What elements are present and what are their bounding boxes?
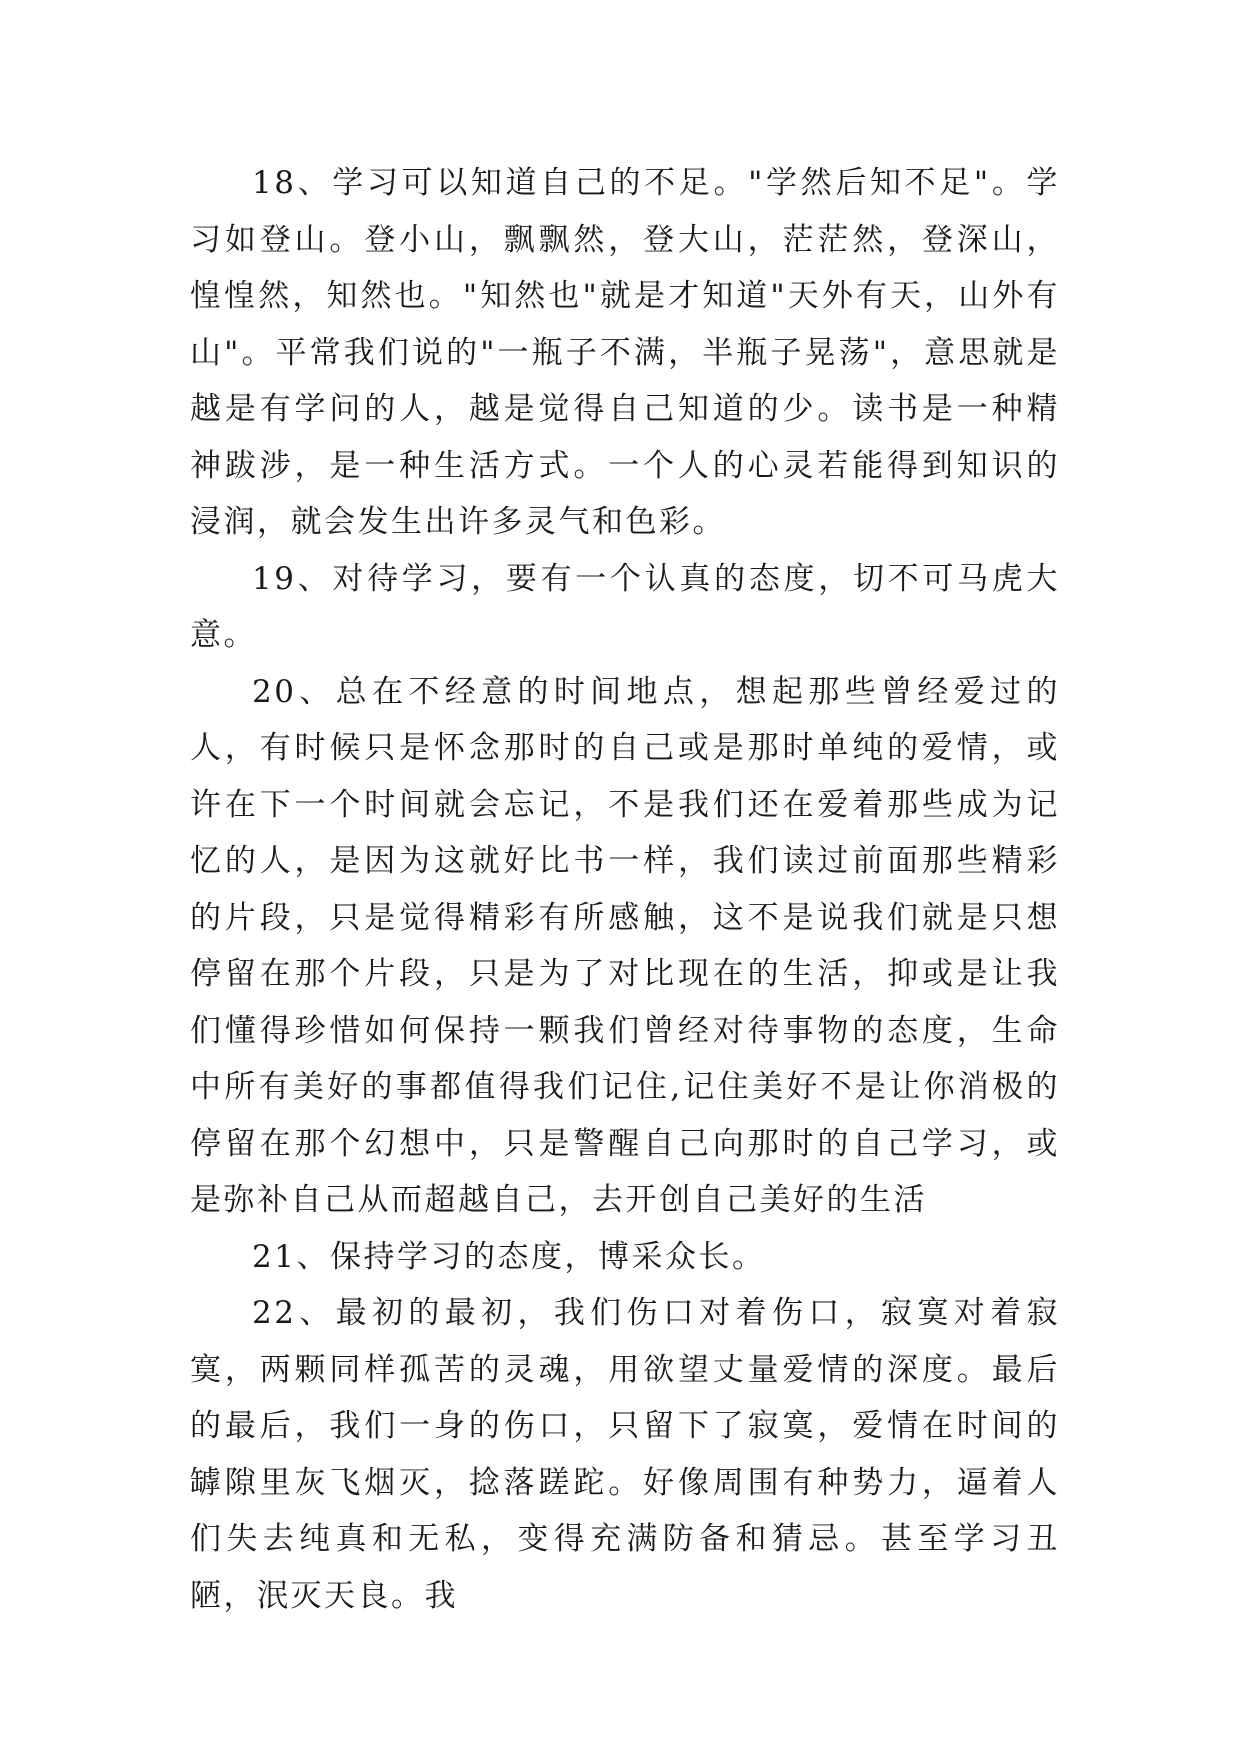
paragraph-20: 20、总在不经意的时间地点，想起那些曾经爱过的人，有时候只是怀念那时的自己或是那时单纯的爱情，或许在下一个时间就会忘记，不是我们还在爱着那些成为记忆的人，是因为这就好比书一样，我们读过前面那些精彩的片段，只是觉得精彩有所感触，这不是说我们就是只想停留在那个片段，只是为了对比现在的生活，抑或是让我们懂得珍惜如何保持一颗我们曾经对待事物的态度，生命中所有美好的事都值得我们记住,记住美好不是让你消极的停留在那个幻想中，只是警醒自己向那时的自己学习，或是弥补自己从而超越自己，去开创自己美好的生活 [190,673,1060,1218]
paragraph-21: 21、保持学习的态度，博采众长。 [252,1238,766,1275]
paragraph-22: 22、最初的最初，我们伤口对着伤口，寂寞对着寂寞，两颗同样孤苦的灵魂，用欲望丈量爱情的深度。最后的最后，我们一身的伤口，只留下了寂寞，爱情在时间的罅隙里灰飞烟灭，捻落蹉跎。好像周围有种势力，逼着人们失去纯真和无私，变得充满防备和猜忌。甚至学习丑陋，泯灭天良。我 [190,1295,1060,1614]
paragraph-19: 19、对待学习，要有一个认真的态度，切不可马虎大意。 [190,560,1060,653]
document-body [190,155,1060,1624]
paragraph-18: 18、学习可以知道自己的不足。"学然后知不足"。学习如登山。登小山，飘飘然，登大山，茫茫然，登深山，惶惶然，知然也。"知然也"就是才知道"天外有天，山外有山"。平常我们说的"一瓶子不满，半瓶子晃荡"，意思就是越是有学问的人，越是觉得自己知道的少。读书是一种精神跋涉，是一种生活方式。一个人的心灵若能得到知识的浸润，就会发生出许多灵气和色彩。 [190,165,1060,540]
